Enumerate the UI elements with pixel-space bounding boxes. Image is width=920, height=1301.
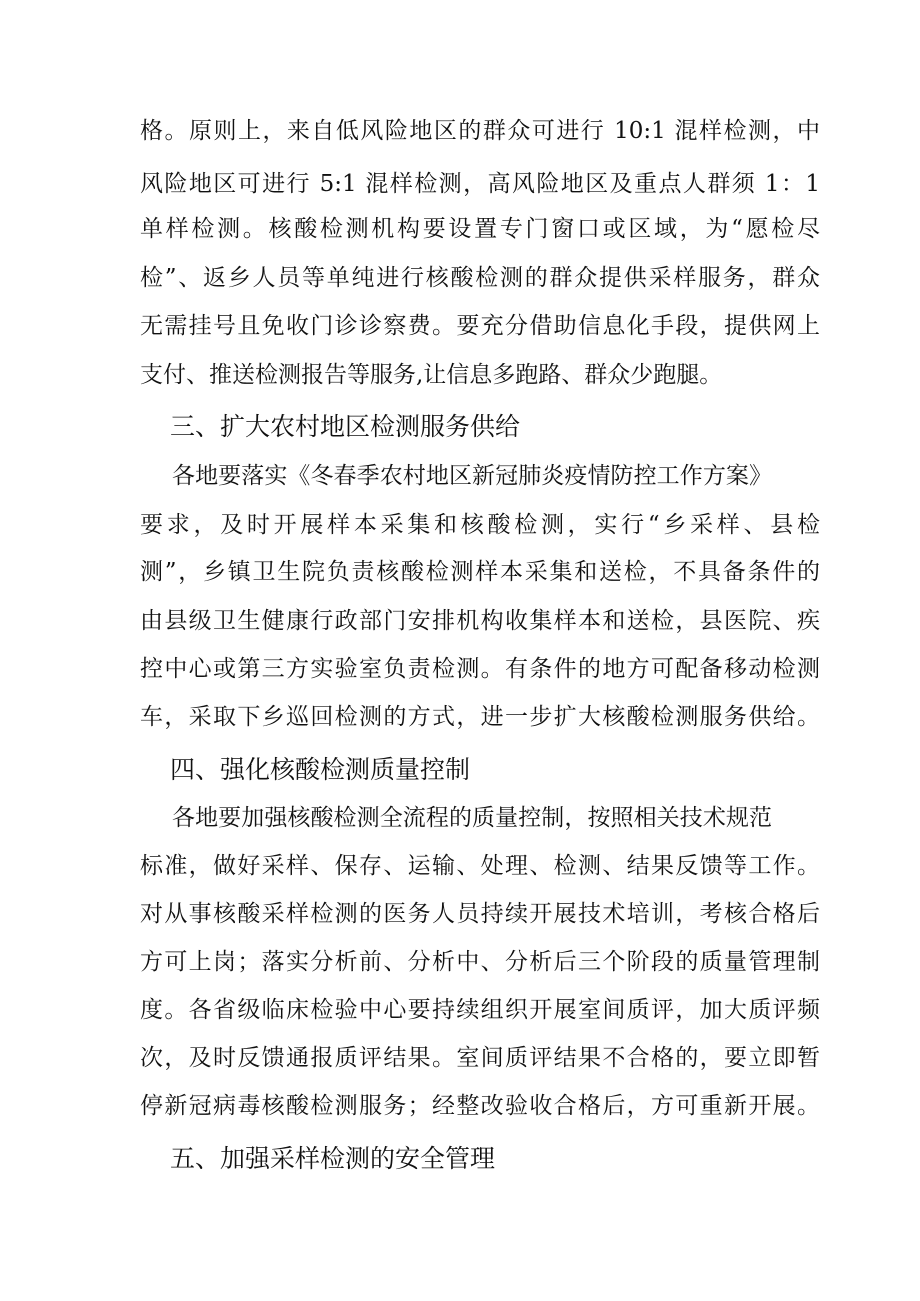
paragraph-1-line-6: 支付、推送检测报告等服务,让信息多跑路、群众少跑腿。 [140,362,723,388]
section-3-line-6: 车，采取下乡巡回检测的方式，进一步扩大核酸检测服务供给。 [140,704,820,730]
paragraph-1-line-2: 风险地区可进行 5:1 混样检测，高风险地区及重点人群须 1：1 [140,171,820,197]
section-3-line-4: 由县级卫生健康行政部门安排机构收集样本和送检，县医院、疾 [140,608,820,634]
section-3-line-3: 测”，乡镇卫生院负责核酸检测样本采集和送检，不具备条件的 [140,559,820,585]
section-3-line-5: 控中心或第三方实验室负责检测。有条件的地方可配备移动检测 [140,656,820,682]
paragraph-1-line-4: 检”、返乡人员等单纯进行核酸检测的群众提供采样服务，群众 [140,265,820,291]
paragraph-1-line-3: 单样检测。核酸检测机构要设置专门窗口或区域，为“愿检尽 [140,216,820,242]
section-4-line-4: 方可上岗；落实分析前、分析中、分析后三个阶段的质量管理制 [140,949,820,975]
section-4-line-6: 次，及时反馈通报质评结果。室间质评结果不合格的，要立即暂 [140,1045,820,1071]
paragraph-1-line-5: 无需挂号且免收门诊诊察费。要充分借助信息化手段，提供网上 [140,313,820,339]
section-4-line-5: 度。各省级临床检验中心要持续组织开展室间质评，加大质评频 [140,997,820,1023]
section-4-line-7: 停新冠病毒核酸检测服务；经整改验收合格后，方可重新开展。 [140,1093,820,1119]
section-3-heading: 三、扩大农村地区检测服务供给 [170,412,521,441]
section-4-line-3: 对从事核酸采样检测的医务人员持续开展技术培训，考核合格后 [140,901,820,927]
section-3-line-2: 要求，及时开展样本采集和核酸检测，实行“乡采样、县检 [140,512,820,538]
section-4-heading: 四、强化核酸检测质量控制 [170,755,471,784]
section-4-line-1: 各地要加强核酸检测全流程的质量控制，按照相关技术规范 [172,805,772,831]
paragraph-1-line-1: 格。原则上，来自低风险地区的群众可进行 10:1 混样检测，中 [140,118,820,144]
section-4-line-2: 标准，做好采样、保存、运输、处理、检测、结果反馈等工作。 [140,853,820,879]
section-3-line-1: 各地要落实《冬春季农村地区新冠肺炎疫情防控工作方案》 [172,463,772,489]
section-5-heading: 五、加强采样检测的安全管理 [170,1144,496,1173]
